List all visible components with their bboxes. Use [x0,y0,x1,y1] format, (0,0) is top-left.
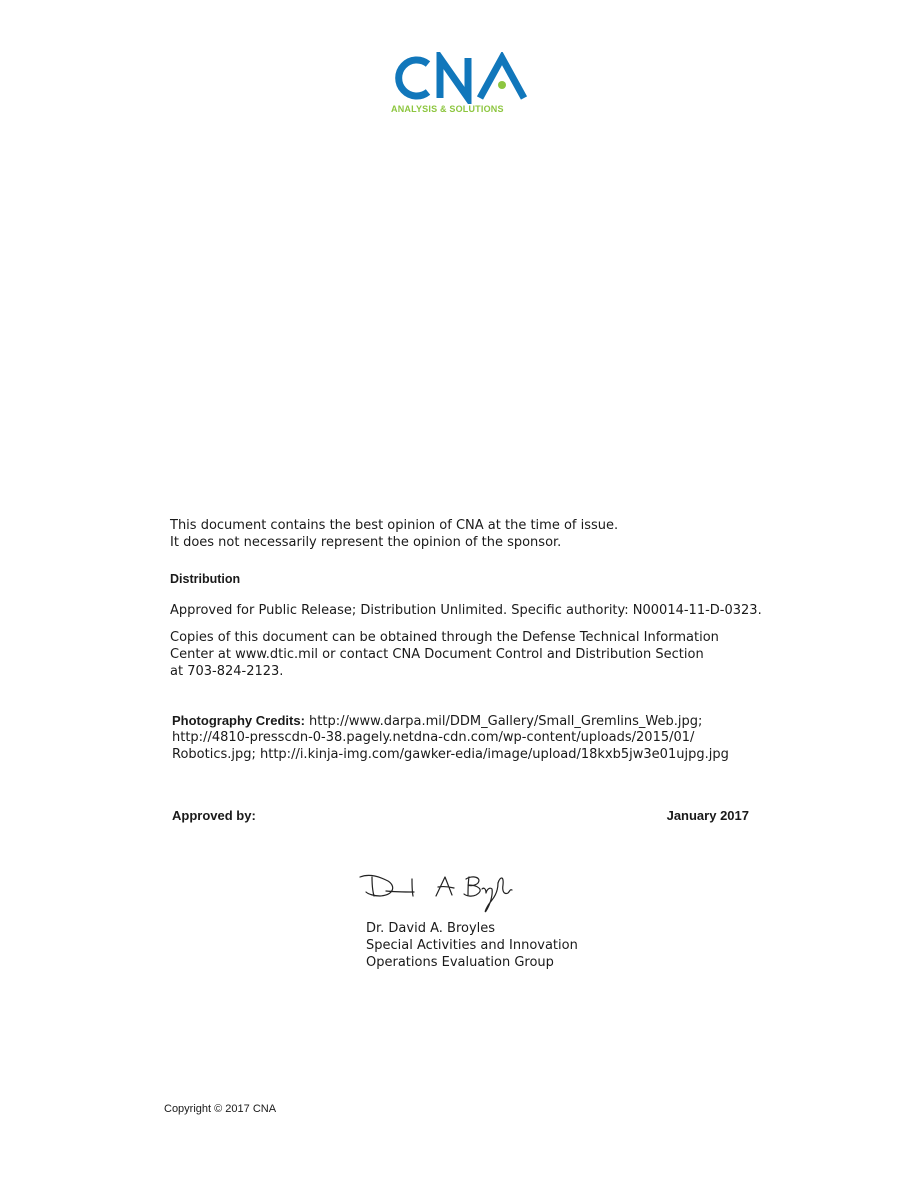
copyright-notice: Copyright © 2017 CNA [164,1103,277,1115]
copies-line-2: Center at www.dtic.mil or contact CNA Document Control and Distribution Section [170,647,704,662]
credits-label: Photography Credits: [172,713,305,728]
signer-group: Operations Evaluation Group [366,955,554,970]
cna-logo-mark [388,52,528,104]
signer-name: Dr. David A. Broyles [366,921,496,936]
distribution-release: Approved for Public Release; Distribution Unlimited. Specific authority: N00014-11-D-0323. [170,603,762,618]
credits-line-3: Robotics.jpg; http://i.kinja-img.com/gawker-edia/image/upload/18kxb5jw3e01ujpg.jpg [172,747,729,762]
signer-title: Special Activities and Innovation [366,938,578,953]
credits-line-1 [172,713,702,731]
copies-line-3: at 703-824-2123. [170,664,284,679]
approval-date: January 2017 [666,808,749,823]
distribution-heading: Distribution [170,572,241,586]
credits-line-2: http://4810-presscdn-0-38.pagely.netdna-cdn.com/wp-content/uploads/2015/01/ [172,730,695,745]
logo-tagline: ANALYSIS & SOLUTIONS [391,104,504,114]
disclaimer-line-1: This document contains the best opinion of CNA at the time of issue. [170,518,619,533]
disclaimer-line-2: It does not necessarily represent the opinion of the sponsor. [170,535,562,550]
approved-by-label: Approved by: [172,808,256,823]
cna-logo [388,52,528,118]
signer-block [366,920,578,971]
credits-url-1: http://www.darpa.mil/DDM_Gallery/Small_Gremlins_Web.jpg; [304,714,703,729]
signature-image [356,865,526,917]
copies-line-1: Copies of this document can be obtained through the Defense Technical Information [170,630,719,645]
